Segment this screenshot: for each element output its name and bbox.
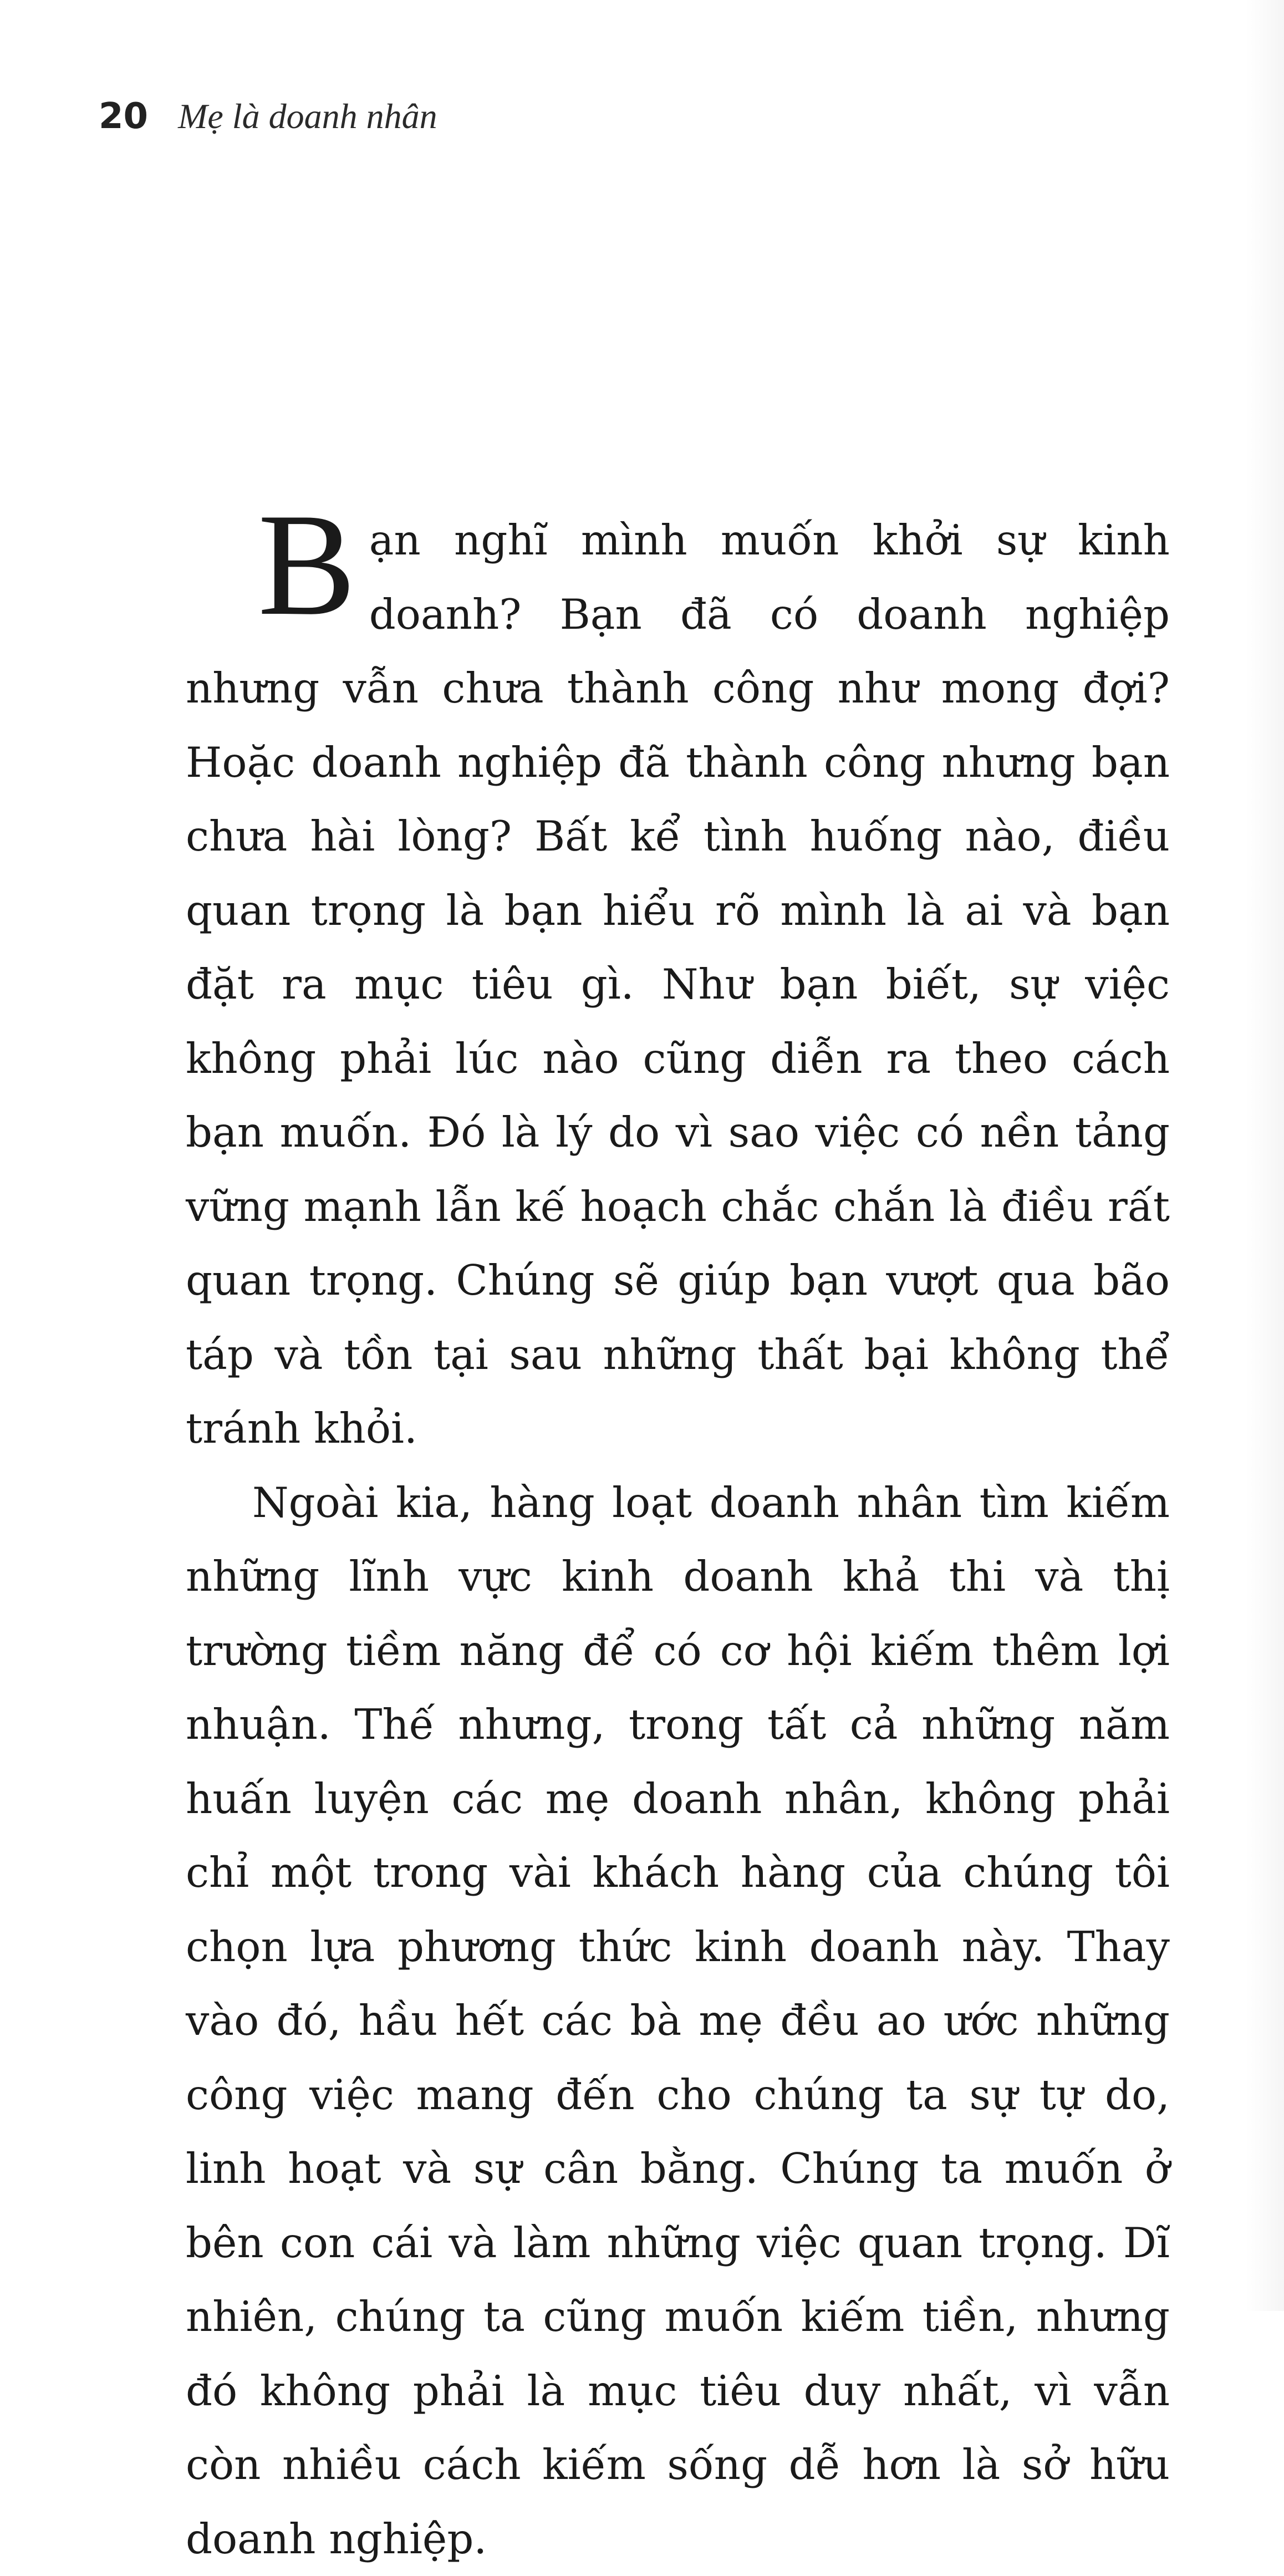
running-header bbox=[99, 83, 437, 150]
drop-cap: B bbox=[258, 507, 356, 623]
page-number: 20 bbox=[99, 96, 148, 137]
paragraph-2: Ngoài kia, hàng loạt doanh nhân tìm kiếm những lĩnh vực kinh doanh khả thi và thị trường tiềm năng để có cơ hội kiếm thêm lợi nhuận. Thế nhưng, trong tất cả những năm huấn luyện các mẹ doanh nhân, không phải chỉ một trong vài khách hàng của chúng tôi chọn lựa phương thức kinh doanh này. Thay vào đó, hầu hết các bà mẹ đều ao ước những công việc mang đến cho chúng ta sự tự do, linh hoạt và sự cân bằng. Chúng ta muốn ở bên con cái và làm những việc quan trọng. Dĩ nhiên, chúng ta cũng muốn kiếm tiền, nhưng đó không phải là mục tiêu duy nhất, vì vẫn còn nhiều cách kiếm sống dễ hơn là sở hữu doanh nghiệp. bbox=[186, 1466, 1170, 2576]
paragraph-1-text: ạn nghĩ mình muốn khởi sự kinh doanh? Bạn đã có doanh nghiệp nhưng vẫn chưa thành công như mong đợi? Hoặc doanh nghiệp đã thành công nhưng bạn chưa hài lòng? Bất kể tình huống nào, điều quan trọng là bạn hiểu rõ mình là ai và bạn đặt ra mục tiêu gì. Như bạn biết, sự việc không phải lúc nào cũng diễn ra theo cách bạn muốn. Đó là lý do vì sao việc có nền tảng vững mạnh lẫn kế hoạch chắc chắn là điều rất quan trọng. Chúng sẽ giúp bạn vượt qua bão táp và tồn tại sau những thất bại không thể tránh khỏi. bbox=[186, 516, 1170, 1453]
page-edge-shadow bbox=[1245, 0, 1284, 2311]
paragraph-1 bbox=[186, 503, 1170, 1466]
body-text bbox=[186, 503, 1170, 2576]
book-title: Mẹ là doanh nhân bbox=[178, 96, 437, 137]
